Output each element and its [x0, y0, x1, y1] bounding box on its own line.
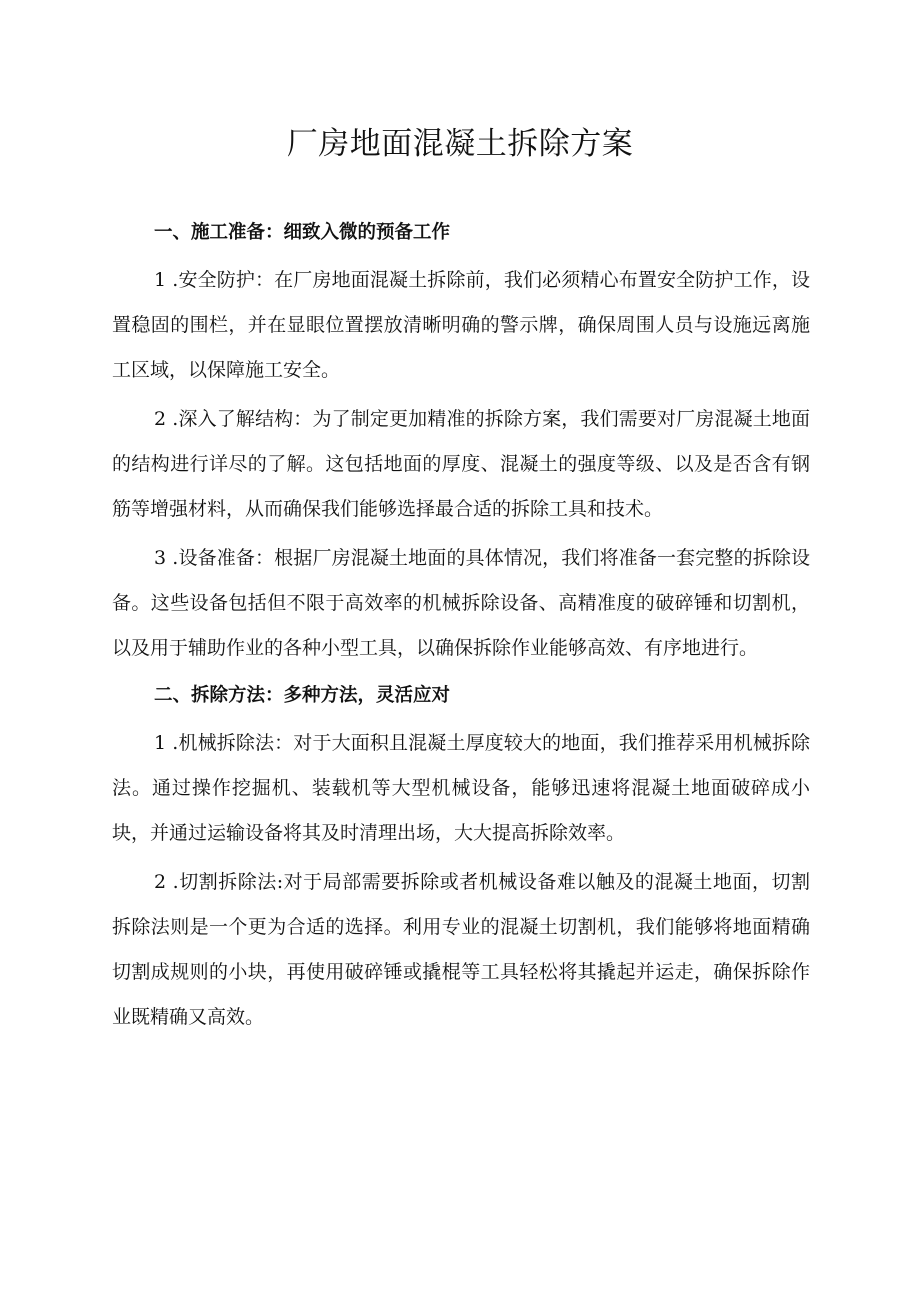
document-title: 厂房地面混凝土拆除方案 [286, 126, 634, 162]
paragraph: 2 .深入了解结构：为了制定更加精准的拆除方案，我们需要对厂房混凝土地面的结构进行详尽的了解。这包括地面的厚度、混凝土的强度等级、以及是否含有钢筋等增强材料，从而确保我们能够选择最合适的拆除工具和技术。 [112, 408, 810, 520]
section-heading: 二、拆除方法：多种方法，灵活应对 [154, 685, 451, 706]
paragraph: 2 .切割拆除法:对于局部需要拆除或者机械设备难以触及的混凝土地面，切割拆除法则是一个更为合适的选择。利用专业的混凝土切割机，我们能够将地面精确切割成规则的小块，再使用破碎锤或撬棍等工具轻松将其撬起并运走，确保拆除作业既精确又高效。 [112, 871, 810, 1028]
section-methods [112, 675, 810, 1040]
document-body [112, 212, 810, 1040]
paragraph: 3 .设备准备：根据厂房混凝土地面的具体情况，我们将准备一套完整的拆除设备。这些设备包括但不限于高效率的机械拆除设备、高精准度的破碎锤和切割机，以及用于辅助作业的各种小型工具，以确保拆除作业能够高效、有序地进行。 [112, 547, 810, 659]
section-heading: 一、施工准备：细致入微的预备工作 [154, 222, 451, 243]
section-preparation [112, 212, 810, 671]
paragraph: 1 .机械拆除法：对于大面积且混凝土厚度较大的地面，我们推荐采用机械拆除法。通过操作挖掘机、装载机等大型机械设备，能够迅速将混凝土地面破碎成小块，并通过运输设备将其及时清理出场，大大提高拆除效率。 [112, 732, 810, 844]
paragraph: 1 .安全防护：在厂房地面混凝土拆除前，我们必须精心布置安全防护工作，设置稳固的围栏，并在显眼位置摆放清晰明确的警示牌，确保周围人员与设施远离施工区域，以保障施工安全。 [112, 269, 810, 381]
